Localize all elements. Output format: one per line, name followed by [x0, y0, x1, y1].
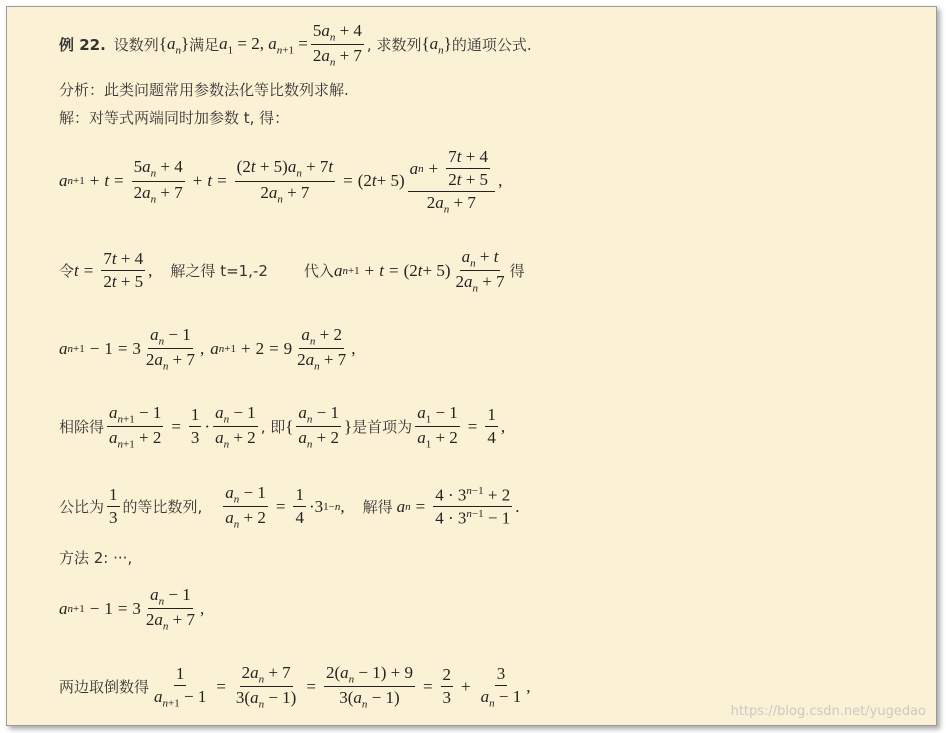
solution-intro: 解：对等式两端同时加参数 t, 得： [59, 109, 290, 127]
equation-reciprocal: 两边取倒数得 $\frac{1}{a_{n+1} - 1}$ = $\frac{2a_n + 7}{3(a_n - 1)}$ = $\frac{2(a_n - 1) + 9}{3(a_n - 1)}$ = $\frac{2}{3}$ + $\frac{3}{a_n - 1}$ , [59, 663, 531, 711]
equation-divide: 相除得 $\frac{a_{n+1} - 1}{a_{n+1} + 2}$ = $\frac{1}{3}$ · $\frac{a_n - 1}{a_n + 2}$ , 即 { $\frac{a_n - 1}{a_n + 2}$ } 是首项为 $\frac{a_1 - 1}{a_1 + 2}$ = $\frac{1}{4}$ , [59, 403, 506, 451]
equation-let-t: 令 t = $\frac{7t + 4}{2t + 5}$ , 解之得 t=1,-2 代入 a n +1 + t = (2 t + 5) $\frac{a_n + t}{2a_n + 7}$ 得 [59, 247, 525, 295]
watermark-url: https://blog.csdn.net/yugedao [730, 704, 926, 719]
equation-method2: a n +1 − 1 = 3 $\frac{a_n - 1}{2a_n + 7}$ , [59, 585, 205, 633]
problem-statement: 例 22. 设数列 $\{a_n\}$ 满足 $a_1 = 2$, $a_{n+1}$ = $\frac{5a_n + 4}{2a_n + 7}$ , 求数列 $\{a_n\}$ 的通项公式. [59, 21, 532, 69]
equation-pair: a n +1 − 1 = 3 $\frac{a_n - 1}{2a_n + 7}$ , a n +1 + 2 = 9 $\frac{a_n + 2}{2a_n + 7}$ , [59, 325, 356, 373]
equation-ratio: 公比为 $\frac{1}{3}$ 的等比数列, $\frac{a_n - 1}{a_n + 2}$ = $\frac{1}{4}$ ·3 1−n , 解得 a n = $\frac{4 \cdot 3^{n-1} + 2}{4 \cdot 3^{n-1} - 1}$ . [59, 483, 520, 531]
method-two: 方法 2: ···, [59, 549, 133, 567]
recurrence-fraction: $\frac{5a_n + 4}{2a_n + 7}$ [312, 21, 362, 69]
example-label: 例 22. [59, 36, 106, 55]
analysis-line: 分析：此类问题常用参数法化等比数列求解. [59, 81, 349, 99]
document-page [6, 6, 937, 726]
equation-add-t: a n +1 + t = $\frac{5a_n + 4}{2a_n + 7}$ + t = $\frac{(2t + 5)a_n + 7t}{2a_n + 7}$ = (2 t + 5) a n + $\frac{7t + 4}{2t + 5}$ $2a_n + 7$ , [59, 147, 503, 216]
